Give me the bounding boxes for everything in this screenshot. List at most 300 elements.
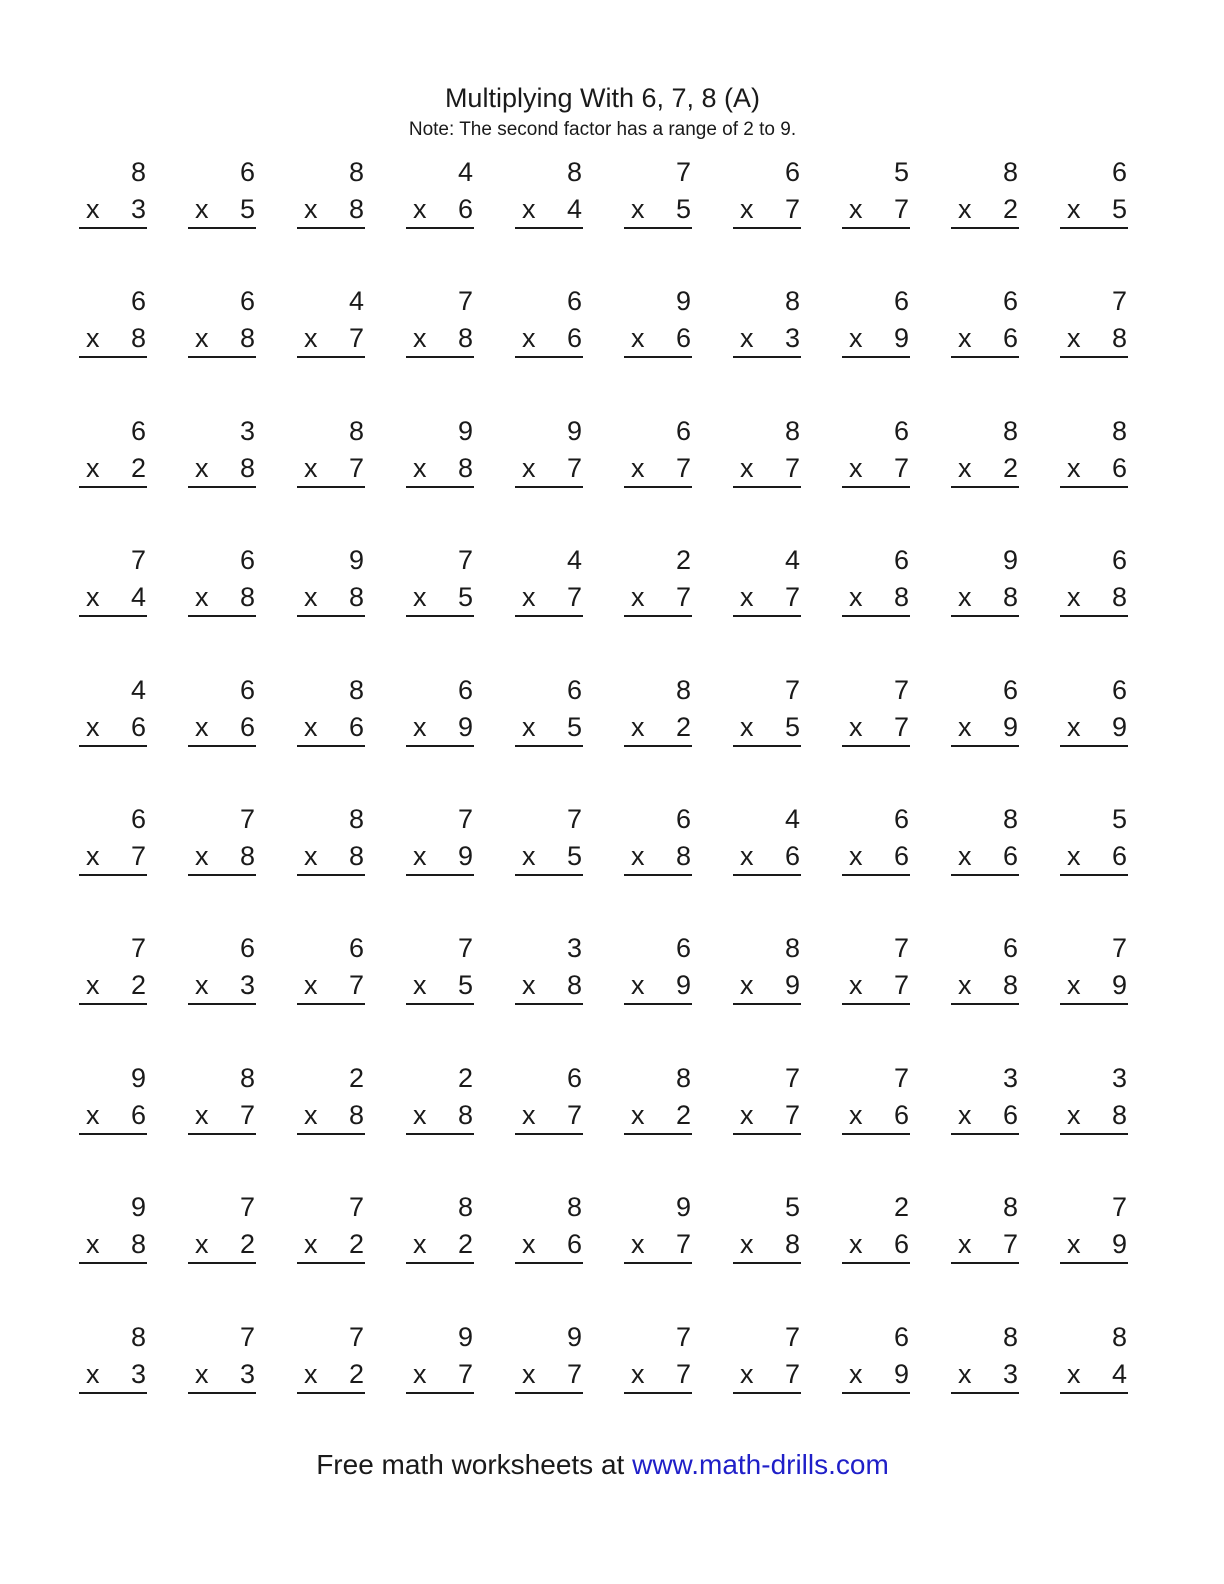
multiply-sign: x <box>849 841 863 871</box>
multiply-sign: x <box>631 711 645 742</box>
problem-cell <box>297 933 365 1009</box>
multiply-sign: x <box>958 323 972 354</box>
multiply-sign: x <box>1067 1358 1081 1389</box>
answer-line <box>297 1392 365 1394</box>
multiply-sign: x <box>522 452 536 483</box>
multiply-sign: x <box>849 1229 863 1260</box>
second-factor: 9 <box>893 323 909 354</box>
second-factor: 9 <box>1111 970 1127 1001</box>
answer-line <box>79 1262 147 1264</box>
first-factor: 6 <box>675 933 691 964</box>
first-factor: 6 <box>239 933 255 964</box>
multiply-sign: x <box>195 1099 209 1130</box>
multiply-sign: x <box>413 1099 427 1130</box>
answer-line <box>951 486 1019 488</box>
first-factor: 6 <box>566 1062 582 1093</box>
multiply-sign: x <box>958 1358 972 1389</box>
problem-cell <box>297 157 365 233</box>
first-factor: 7 <box>893 1062 909 1093</box>
first-factor: 7 <box>130 933 146 964</box>
multiply-sign: x <box>304 582 318 613</box>
multiply-sign: x <box>631 452 645 483</box>
second-factor: 5 <box>457 582 473 613</box>
first-factor: 7 <box>1111 933 1127 964</box>
answer-line <box>842 874 910 876</box>
answer-line <box>1060 356 1128 358</box>
multiply-sign: x <box>849 582 863 613</box>
problem-cell <box>406 1063 474 1139</box>
problem-cell <box>406 933 474 1009</box>
multiply-sign: x <box>195 711 209 742</box>
second-factor: 5 <box>675 194 691 224</box>
answer-line <box>297 1262 365 1264</box>
multiply-sign: x <box>86 711 100 742</box>
first-factor: 6 <box>1111 157 1127 187</box>
second-factor: 8 <box>1002 582 1018 613</box>
problem-cell <box>188 804 256 880</box>
first-factor: 7 <box>457 933 473 964</box>
second-factor: 5 <box>239 194 255 224</box>
multiply-sign: x <box>958 1229 972 1260</box>
first-factor: 9 <box>1002 545 1018 576</box>
first-factor: 9 <box>675 1192 691 1223</box>
first-factor: 8 <box>784 286 800 317</box>
answer-line <box>733 1133 801 1135</box>
answer-line <box>188 356 256 358</box>
second-factor: 9 <box>784 970 800 1001</box>
answer-line <box>188 486 256 488</box>
first-factor: 3 <box>239 415 255 446</box>
multiply-sign: x <box>1067 582 1081 613</box>
answer-line <box>733 1392 801 1394</box>
page-note: Note: The second factor has a range of 2 to 9. <box>408 119 797 140</box>
answer-line <box>406 356 474 358</box>
second-factor: 6 <box>1002 841 1018 871</box>
first-factor: 6 <box>1002 674 1018 705</box>
first-factor: 7 <box>893 933 909 964</box>
problem-cell <box>842 545 910 621</box>
answer-line <box>951 1392 1019 1394</box>
first-factor: 6 <box>1002 286 1018 317</box>
first-factor: 3 <box>1111 1062 1127 1093</box>
second-factor: 3 <box>130 194 146 224</box>
first-factor: 7 <box>1111 1192 1127 1223</box>
problem-cell <box>733 1192 801 1268</box>
first-factor: 6 <box>348 933 364 964</box>
multiply-sign: x <box>958 194 972 224</box>
first-factor: 7 <box>893 674 909 705</box>
second-factor: 7 <box>130 841 146 871</box>
second-factor: 7 <box>566 1099 582 1130</box>
problem-cell <box>624 545 692 621</box>
first-factor: 9 <box>675 286 691 317</box>
answer-line <box>733 486 801 488</box>
problem-cell <box>406 416 474 492</box>
problem-cell <box>79 675 147 751</box>
first-factor: 8 <box>130 157 146 187</box>
answer-line <box>624 1003 692 1005</box>
second-factor: 5 <box>1111 194 1127 224</box>
first-factor: 7 <box>457 804 473 834</box>
second-factor: 6 <box>239 711 255 742</box>
second-factor: 8 <box>239 841 255 871</box>
second-factor: 5 <box>566 841 582 871</box>
first-factor: 6 <box>130 415 146 446</box>
second-factor: 5 <box>784 711 800 742</box>
multiply-sign: x <box>413 582 427 613</box>
answer-line <box>1060 1392 1128 1394</box>
first-factor: 3 <box>1002 1062 1018 1093</box>
second-factor: 2 <box>130 970 146 1001</box>
problem-cell <box>733 933 801 1009</box>
second-factor: 6 <box>566 1229 582 1260</box>
multiply-sign: x <box>304 841 318 871</box>
second-factor: 8 <box>1002 970 1018 1001</box>
answer-line <box>951 1262 1019 1264</box>
problem-cell <box>1060 157 1128 233</box>
problem-cell <box>515 933 583 1009</box>
answer-line <box>79 1003 147 1005</box>
answer-line <box>624 745 692 747</box>
problem-cell <box>951 416 1019 492</box>
second-factor: 2 <box>457 1229 473 1260</box>
multiply-sign: x <box>849 970 863 1001</box>
second-factor: 6 <box>675 323 691 354</box>
first-factor: 7 <box>675 1321 691 1352</box>
answer-line <box>406 1262 474 1264</box>
multiply-sign: x <box>86 1229 100 1260</box>
first-factor: 7 <box>675 157 691 187</box>
answer-line <box>188 1003 256 1005</box>
second-factor: 7 <box>784 582 800 613</box>
multiply-sign: x <box>740 452 754 483</box>
answer-line <box>1060 1262 1128 1264</box>
second-factor: 6 <box>1002 323 1018 354</box>
second-factor: 7 <box>675 582 691 613</box>
second-factor: 5 <box>566 711 582 742</box>
first-factor: 6 <box>130 286 146 317</box>
answer-line <box>297 1133 365 1135</box>
problem-cell <box>951 1322 1019 1398</box>
problem-cell <box>733 157 801 233</box>
second-factor: 4 <box>1111 1358 1127 1389</box>
first-factor: 5 <box>893 157 909 187</box>
answer-line <box>406 486 474 488</box>
multiply-sign: x <box>849 711 863 742</box>
answer-line <box>79 486 147 488</box>
second-factor: 3 <box>784 323 800 354</box>
multiply-sign: x <box>413 323 427 354</box>
second-factor: 6 <box>130 711 146 742</box>
second-factor: 7 <box>784 1099 800 1130</box>
first-factor: 2 <box>893 1192 909 1223</box>
problem-cell <box>406 545 474 621</box>
answer-line <box>406 1392 474 1394</box>
multiply-sign: x <box>1067 711 1081 742</box>
multiply-sign: x <box>522 1358 536 1389</box>
first-factor: 9 <box>566 415 582 446</box>
problem-cell <box>842 1322 910 1398</box>
first-factor: 7 <box>239 1192 255 1223</box>
problem-cell <box>842 416 910 492</box>
problem-cell <box>1060 1192 1128 1268</box>
second-factor: 6 <box>1002 1099 1018 1130</box>
answer-line <box>624 615 692 617</box>
first-factor: 6 <box>239 545 255 576</box>
second-factor: 2 <box>239 1229 255 1260</box>
problem-cell <box>1060 933 1128 1009</box>
problem-cell <box>188 1063 256 1139</box>
problem-cell <box>79 933 147 1009</box>
answer-line <box>624 227 692 229</box>
answer-line <box>842 227 910 229</box>
second-factor: 3 <box>239 1358 255 1389</box>
multiply-sign: x <box>1067 1099 1081 1130</box>
multiply-sign: x <box>522 841 536 871</box>
second-factor: 7 <box>1002 1229 1018 1260</box>
second-factor: 8 <box>239 323 255 354</box>
problem-cell <box>624 675 692 751</box>
first-factor: 6 <box>566 286 582 317</box>
second-factor: 9 <box>1002 711 1018 742</box>
answer-line <box>842 1262 910 1264</box>
answer-line <box>297 356 365 358</box>
second-factor: 6 <box>893 1229 909 1260</box>
problem-cell <box>1060 286 1128 362</box>
second-factor: 8 <box>457 1099 473 1130</box>
second-factor: 6 <box>1111 841 1127 871</box>
multiply-sign: x <box>1067 194 1081 224</box>
answer-line <box>951 615 1019 617</box>
multiply-sign: x <box>631 1099 645 1130</box>
answer-line <box>297 745 365 747</box>
first-factor: 6 <box>784 157 800 187</box>
second-factor: 2 <box>1002 194 1018 224</box>
first-factor: 6 <box>1002 933 1018 964</box>
problem-cell <box>515 1063 583 1139</box>
multiply-sign: x <box>631 323 645 354</box>
second-factor: 7 <box>566 1358 582 1389</box>
multiply-sign: x <box>304 1099 318 1130</box>
first-factor: 4 <box>784 545 800 576</box>
multiply-sign: x <box>740 1229 754 1260</box>
answer-line <box>406 615 474 617</box>
multiply-sign: x <box>849 323 863 354</box>
second-factor: 7 <box>348 970 364 1001</box>
answer-line <box>79 745 147 747</box>
first-factor: 2 <box>675 545 691 576</box>
multiply-sign: x <box>195 1229 209 1260</box>
problem-cell <box>842 933 910 1009</box>
second-factor: 9 <box>1111 711 1127 742</box>
second-factor: 8 <box>130 1229 146 1260</box>
second-factor: 9 <box>675 970 691 1001</box>
problem-cell <box>406 286 474 362</box>
first-factor: 8 <box>675 1062 691 1093</box>
problem-cell <box>297 545 365 621</box>
multiply-sign: x <box>849 1099 863 1130</box>
second-factor: 6 <box>130 1099 146 1130</box>
first-factor: 5 <box>1111 804 1127 834</box>
answer-line <box>842 615 910 617</box>
answer-line <box>624 1262 692 1264</box>
first-factor: 6 <box>239 286 255 317</box>
multiply-sign: x <box>958 582 972 613</box>
second-factor: 7 <box>675 452 691 483</box>
multiply-sign: x <box>413 841 427 871</box>
problem-cell <box>515 675 583 751</box>
answer-line <box>951 1133 1019 1135</box>
answer-line <box>188 874 256 876</box>
first-factor: 8 <box>457 1192 473 1223</box>
problem-cell <box>79 1192 147 1268</box>
multiply-sign: x <box>1067 970 1081 1001</box>
answer-line <box>406 745 474 747</box>
multiply-sign: x <box>86 452 100 483</box>
answer-line <box>733 874 801 876</box>
problem-cell <box>624 933 692 1009</box>
first-factor: 6 <box>893 286 909 317</box>
multiply-sign: x <box>86 194 100 224</box>
problem-cell <box>297 416 365 492</box>
problem-cell <box>951 157 1019 233</box>
answer-line <box>624 874 692 876</box>
multiply-sign: x <box>740 970 754 1001</box>
multiply-sign: x <box>1067 452 1081 483</box>
second-factor: 4 <box>566 194 582 224</box>
answer-line <box>1060 1003 1128 1005</box>
second-factor: 8 <box>239 582 255 613</box>
answer-line <box>406 227 474 229</box>
answer-line <box>515 1262 583 1264</box>
problem-cell <box>733 545 801 621</box>
multiply-sign: x <box>849 194 863 224</box>
second-factor: 7 <box>893 194 909 224</box>
problem-cell <box>188 416 256 492</box>
first-factor: 9 <box>457 1321 473 1352</box>
second-factor: 6 <box>348 711 364 742</box>
first-factor: 8 <box>348 674 364 705</box>
multiply-sign: x <box>413 970 427 1001</box>
answer-line <box>842 1003 910 1005</box>
problem-cell <box>842 804 910 880</box>
answer-line <box>624 356 692 358</box>
second-factor: 7 <box>457 1358 473 1389</box>
first-factor: 8 <box>348 157 364 187</box>
multiply-sign: x <box>631 1358 645 1389</box>
problem-cell <box>79 416 147 492</box>
multiply-sign: x <box>86 1099 100 1130</box>
first-factor: 6 <box>675 415 691 446</box>
problem-cell <box>624 1063 692 1139</box>
multiply-sign: x <box>1067 841 1081 871</box>
multiply-sign: x <box>849 1358 863 1389</box>
first-factor: 6 <box>457 674 473 705</box>
first-factor: 9 <box>348 545 364 576</box>
second-factor: 8 <box>1111 582 1127 613</box>
problem-cell <box>624 416 692 492</box>
answer-line <box>842 486 910 488</box>
multiply-sign: x <box>522 323 536 354</box>
multiply-sign: x <box>958 970 972 1001</box>
first-factor: 7 <box>130 545 146 576</box>
answer-line <box>951 356 1019 358</box>
multiply-sign: x <box>740 711 754 742</box>
multiply-sign: x <box>958 711 972 742</box>
problem-cell <box>188 675 256 751</box>
problem-cell <box>79 1063 147 1139</box>
first-factor: 8 <box>675 674 691 705</box>
second-factor: 6 <box>784 841 800 871</box>
problem-cell <box>406 1322 474 1398</box>
multiply-sign: x <box>849 452 863 483</box>
multiply-sign: x <box>413 1229 427 1260</box>
problem-cell <box>79 286 147 362</box>
answer-line <box>1060 874 1128 876</box>
answer-line <box>515 1003 583 1005</box>
first-factor: 8 <box>1111 1321 1127 1352</box>
second-factor: 6 <box>457 194 473 224</box>
problem-cell <box>624 1322 692 1398</box>
first-factor: 4 <box>130 674 146 705</box>
second-factor: 6 <box>893 841 909 871</box>
answer-line <box>188 615 256 617</box>
answer-line <box>733 356 801 358</box>
page-title: Multiplying With 6, 7, 8 (A) <box>444 83 761 113</box>
first-factor: 6 <box>893 1321 909 1352</box>
second-factor: 9 <box>1111 1229 1127 1260</box>
first-factor: 6 <box>893 545 909 576</box>
first-factor: 9 <box>566 1321 582 1352</box>
second-factor: 8 <box>457 452 473 483</box>
second-factor: 8 <box>457 323 473 354</box>
multiply-sign: x <box>195 841 209 871</box>
multiply-sign: x <box>86 582 100 613</box>
second-factor: 7 <box>348 323 364 354</box>
answer-line <box>515 486 583 488</box>
second-factor: 7 <box>784 1358 800 1389</box>
answer-line <box>515 1133 583 1135</box>
second-factor: 4 <box>130 582 146 613</box>
multiply-sign: x <box>740 582 754 613</box>
multiply-sign: x <box>1067 1229 1081 1260</box>
problem-cell <box>188 1192 256 1268</box>
problem-cell <box>624 804 692 880</box>
multiply-sign: x <box>304 194 318 224</box>
answer-line <box>188 745 256 747</box>
second-factor: 8 <box>348 582 364 613</box>
multiply-sign: x <box>304 711 318 742</box>
answer-line <box>515 874 583 876</box>
problem-cell <box>951 1063 1019 1139</box>
answer-line <box>79 227 147 229</box>
first-factor: 8 <box>566 1192 582 1223</box>
problem-cell <box>842 286 910 362</box>
second-factor: 9 <box>457 711 473 742</box>
problem-cell <box>624 286 692 362</box>
second-factor: 2 <box>675 711 691 742</box>
first-factor: 8 <box>348 415 364 446</box>
answer-line <box>188 1133 256 1135</box>
second-factor: 7 <box>893 970 909 1001</box>
footer-link[interactable]: www.math-drills.com <box>632 1449 889 1480</box>
answer-line <box>515 1392 583 1394</box>
first-factor: 8 <box>1002 415 1018 446</box>
first-factor: 7 <box>348 1321 364 1352</box>
answer-line <box>79 356 147 358</box>
second-factor: 8 <box>566 970 582 1001</box>
first-factor: 7 <box>566 804 582 834</box>
